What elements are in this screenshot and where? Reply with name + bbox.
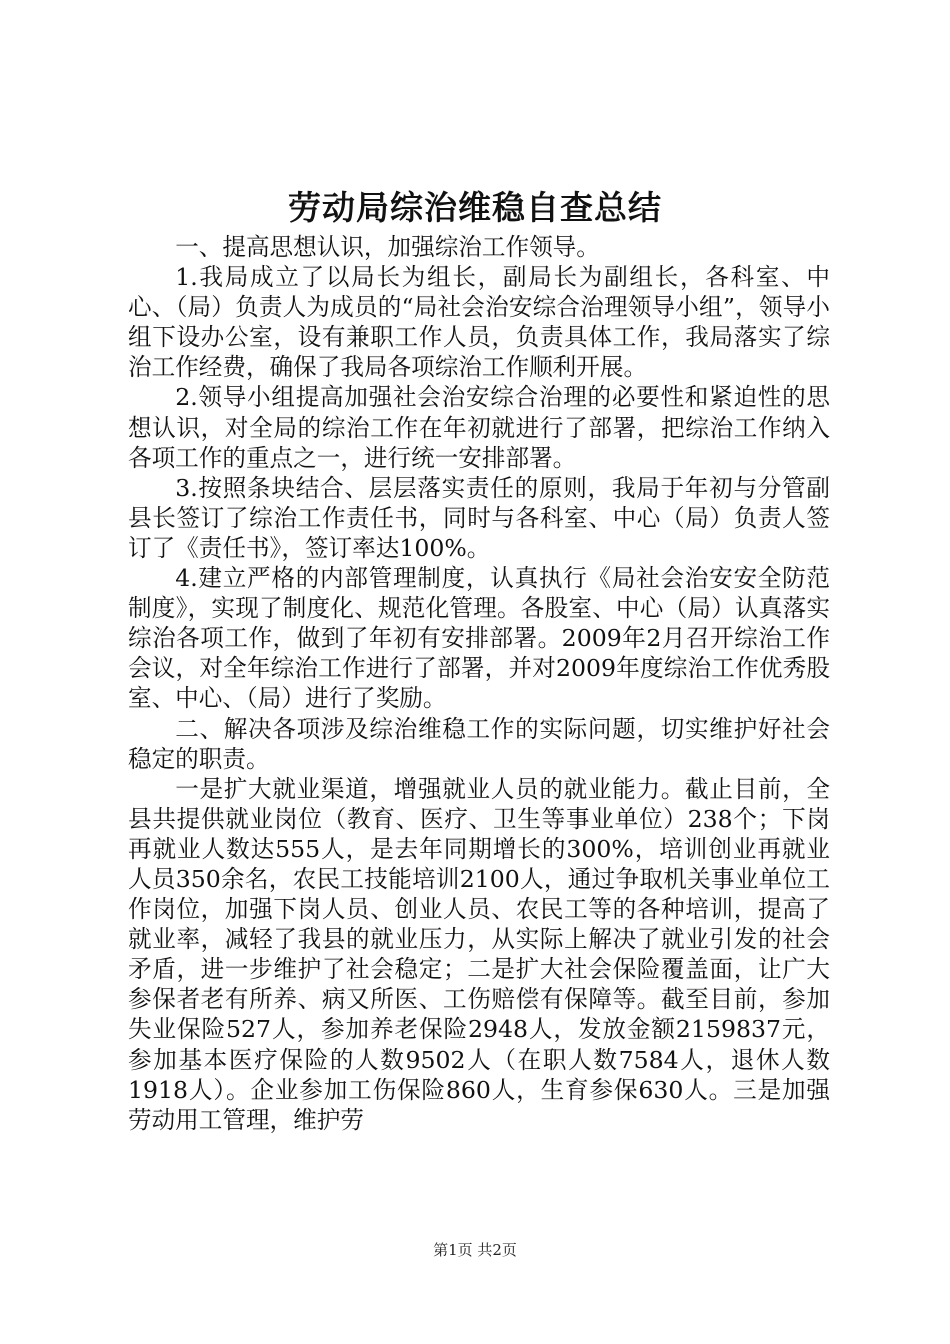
paragraph-item-2: 2.领导小组提高加强社会治安综合治理的必要性和紧迫性的思想认识，对全局的综治工作在年初就进行了部署，把综治工作纳入各项工作的重点之一，进行统一安排部署。	[128, 383, 830, 472]
paragraph-item-1: 1.我局成立了以局长为组长，副局长为副组长，各科室、中心、（局）负责人为成员的“局社会治安综合治理领导小组”，领导小组下设办公室，设有兼职工作人员，负责具体工作，我局落实了综治工作经费，确保了我局各项综治工作顺利开展。	[128, 263, 830, 382]
section-heading-2: 二、解决各项涉及综治维稳工作的实际问题，切实维护好社会稳定的职责。	[128, 714, 830, 773]
section-heading-1: 一、提高思想认识，加强综治工作领导。	[175, 233, 600, 261]
paragraph-item-3: 3.按照条块结合、层层落实责任的原则，我局于年初与分管副县长签订了综治工作责任书，同时与各科室、中心（局）负责人签订了《责任书》，签订率达100%。	[128, 473, 830, 562]
page-footer	[0, 1240, 950, 1260]
document-body	[128, 232, 830, 1135]
paragraph-measures: 一是扩大就业渠道，增强就业人员的就业能力。截止目前，全县共提供就业岗位（教育、医疗、卫生等事业单位）238个；下岗再就业人数达555人，是去年同期增长的300%，培训创业再就业人员350余名，农民工技能培训2100人，通过争取机关事业单位工作岗位，加强下岗人员、创业人员、农民工等的各种培训，提高了就业率，减轻了我县的就业压力，从实际上解决了就业引发的社会矛盾，进一步维护了社会稳定；二是扩大社会保险覆盖面，让广大参保者老有所养、病又所医、工伤赔偿有保障等。截至目前，参加失业保险527人，参加养老保险2948人，发放金额2159837元，参加基本医疗保险的人数9502人（在职人数7584人，退休人数1918人）。企业参加工伤保险860人，生育参保630人。三是加强劳动用工管理，维护劳	[128, 774, 830, 1134]
page-number: 第1页 共2页	[433, 1241, 517, 1259]
document-title: 劳动局综治维稳自查总结	[288, 188, 662, 227]
paragraph-item-4: 4.建立严格的内部管理制度，认真执行《局社会治安安全防范制度》，实现了制度化、规范化管理。各股室、中心（局）认真落实综治各项工作，做到了年初有安排部署。2009年2月召开综治工作会议，对全年综治工作进行了部署，并对2009年度综治工作优秀股室、中心、（局）进行了奖励。	[128, 564, 830, 713]
